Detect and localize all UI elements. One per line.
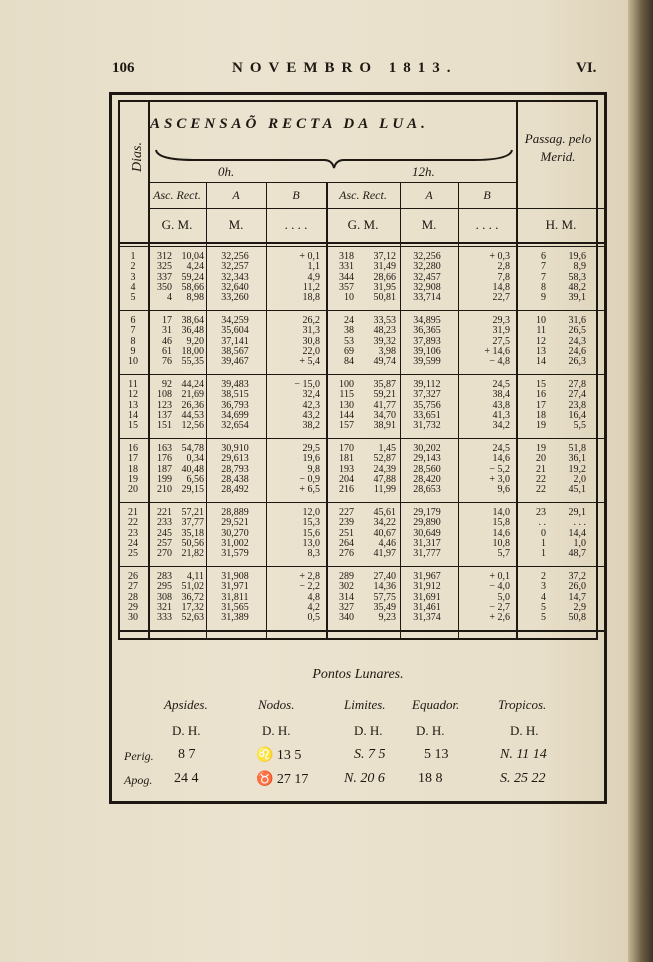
- ephemeris-table: [118, 100, 598, 640]
- divider: [120, 630, 606, 632]
- a-12-header: A: [425, 188, 433, 202]
- block-2-b1: 29,3 31,9 27,5 + 14,6 − 4,8: [484, 315, 510, 368]
- block-3-pm: 27,8 27,4 23,8 16,4 5,5: [568, 379, 586, 432]
- block-6-b1: + 0,1 − 4,0 5,0 − 2,7 + 2,6: [489, 571, 510, 624]
- block-2-g0: 17 31 46 61 76: [162, 315, 172, 368]
- block-5-m0: 57,21 37,77 35,18 50,56 21,82: [181, 507, 204, 560]
- divider: [148, 208, 606, 209]
- unit-gm-0: G. M.: [161, 217, 193, 232]
- block-3-m1: 35,87 59,21 41,77 34,70 38,91: [373, 379, 396, 432]
- page-number: 106: [112, 60, 135, 76]
- block-6-g1: 289 302 314 327 340: [339, 571, 354, 624]
- block-3-a0: 39,483 38,515 36,793 34,699 32,654: [221, 379, 249, 432]
- block-2-a1: 34,895 36,365 37,893 39,106 39,599: [413, 315, 441, 368]
- block-4-b1: 24,5 14,6 − 5,2 + 3,0 9,6: [489, 443, 510, 496]
- nodos-value: ♌ 13 5: [256, 748, 302, 763]
- block-3-m0: 44,24 21,69 26,36 44,53 12,56: [181, 379, 204, 432]
- page-title: NOVEMBRO 1813.: [232, 60, 458, 76]
- block-1-g0: 312 325 337 350 4: [157, 251, 172, 304]
- limites-value: S. 7 5: [354, 747, 386, 762]
- table-title: ASCENSAÕ RECTA DA LUA.: [150, 116, 429, 132]
- divider: [458, 182, 459, 638]
- dh-label: D. H.: [416, 723, 445, 738]
- hour-12-label: 12h.: [412, 164, 435, 179]
- b-0-header: B: [292, 188, 300, 202]
- block-1-m1: 37,12 31,49 28,66 31,95 50,81: [373, 251, 396, 304]
- unit-dots-0: . . . .: [284, 217, 308, 232]
- unit-m-12: M.: [421, 217, 437, 232]
- divider: [120, 242, 606, 244]
- tropicos-header: Tropicos.: [498, 697, 547, 712]
- divider: [206, 182, 207, 638]
- dh-label: D. H.: [262, 723, 291, 738]
- block-3-ph: 15 16 17 18 19: [536, 379, 546, 432]
- unit-gm-12: G. M.: [347, 217, 379, 232]
- a-0-header: A: [232, 188, 240, 202]
- block-3-days: 11 12 13 14 15: [128, 379, 138, 432]
- block-4-m1: 1,45 52,87 24,39 47,88 11,99: [373, 443, 396, 496]
- block-2-pm: 31,6 26,5 24,3 24,6 26,3: [568, 315, 586, 368]
- equador-header: Equador.: [412, 697, 460, 712]
- block-6-a1: 31,967 31,912 31,691 31,461 31,374: [413, 571, 441, 624]
- block-5-g1: 227 239 251 264 276: [339, 507, 354, 560]
- block-1-pm: 19,6 8,9 58,3 48,2 39,1: [568, 251, 586, 304]
- dias-label: Dias.: [130, 142, 145, 172]
- apsides-value: 8 7: [178, 747, 196, 762]
- b-12-header: B: [483, 188, 491, 202]
- block-4-g1: 170 181 193 204 216: [339, 443, 354, 496]
- limites-value: N. 20 6: [344, 771, 385, 786]
- block-6-days: 26 27 28 29 30: [128, 571, 138, 624]
- asc-rect-12-header: Asc. Rect.: [339, 188, 387, 202]
- block-1-b1: + 0,3 2,8 7,8 14,8 22,7: [489, 251, 510, 304]
- block-6-pm: 37,2 26,0 14,7 2,9 50,8: [568, 571, 586, 624]
- block-2-g1: 24 38 53 69 84: [344, 315, 354, 368]
- block-2-m1: 33,53 48,23 39,32 3,98 49,74: [373, 315, 396, 368]
- tropicos-value: S. 25 22: [500, 771, 546, 786]
- block-2-ph: 10 11 12 13 14: [536, 315, 546, 368]
- block-3-b1: 24,5 38,4 43,8 41,3 34,2: [492, 379, 510, 432]
- block-5-b0: 12,0 15,3 15,6 13,0 8,3: [302, 507, 320, 560]
- block-5-days: 21 22 23 24 25: [128, 507, 138, 560]
- apogee-row: [112, 771, 604, 793]
- block-2-days: 6 7 8 9 10: [128, 315, 138, 368]
- block-5-pm: 29,1 . . . 14,4 1,0 48,7: [568, 507, 586, 560]
- block-5-b1: 14,0 15,8 14,6 10,8 5,7: [492, 507, 510, 560]
- dh-label: D. H.: [354, 723, 383, 738]
- asc-rect-0-header: Asc. Rect.: [153, 188, 201, 202]
- block-4-pm: 51,8 36,1 19,2 2,0 45,1: [568, 443, 586, 496]
- block-4-g0: 163 176 187 199 210: [157, 443, 172, 496]
- block-6-b0: + 2,8 − 2,2 4,8 4,2 0,5: [299, 571, 320, 624]
- block-1-ph: 6 7 7 8 9: [541, 251, 546, 304]
- block-1-days: 1 2 3 4 5: [130, 251, 136, 304]
- block-3-b0: − 15,0 32,4 42,3 43,2 38,2: [294, 379, 320, 432]
- block-1-g1: 318 331 344 357 10: [339, 251, 354, 304]
- block-4-days: 16 17 18 19 20: [128, 443, 138, 496]
- row-label: Perig.: [124, 749, 154, 763]
- block-3-g1: 100 115 130 144 157: [339, 379, 354, 432]
- table-frame: [109, 92, 607, 804]
- block-2-m0: 38,64 36,48 9,20 18,00 55,35: [181, 315, 204, 368]
- passag-label: Passag. pelo Merid.: [524, 131, 592, 164]
- block-4-a1: 30,202 29,143 28,560 28,420 28,653: [413, 443, 441, 496]
- block-6-a0: 31,908 31,971 31,811 31,565 31,389: [221, 571, 249, 624]
- apsides-value: 24 4: [174, 771, 199, 786]
- block-1-m0: 10,04 4,24 59,24 58,66 8,98: [181, 251, 204, 304]
- block-4-ph: 19 20 21 22 22: [536, 443, 546, 496]
- lunar-title: Pontos Lunares.: [312, 667, 404, 682]
- nodos-header: Nodos.: [258, 697, 295, 712]
- block-5-ph: 23 . . 0 1 1: [536, 507, 546, 560]
- block-4-m0: 54,78 0,34 40,48 6,56 29,15: [181, 443, 204, 496]
- block-2-a0: 34,259 35,604 37,141 38,567 39,467: [221, 315, 249, 368]
- divider: [120, 566, 606, 567]
- block-6-m0: 4,11 51,02 36,72 17,32 52,63: [181, 571, 204, 624]
- dh-label: D. H.: [172, 723, 201, 738]
- block-1-a0: 32,256 32,257 32,343 32,640 33,260: [221, 251, 249, 304]
- brace-ornament: [154, 146, 514, 170]
- book-spine: [628, 0, 653, 962]
- block-2-b0: 26,2 31,3 30,8 22,0 + 5,4: [299, 315, 320, 368]
- divider: [120, 438, 606, 439]
- divider: [400, 182, 401, 638]
- block-5-a0: 28,889 29,521 30,270 31,002 31,579: [221, 507, 249, 560]
- block-3-g0: 92 108 123 137 151: [157, 379, 172, 432]
- divider: [120, 246, 606, 247]
- block-3-a1: 39,112 37,327 35,756 33,651 31,732: [413, 379, 441, 432]
- block-6-m1: 27,40 14,36 57,75 35,49 9,23: [373, 571, 396, 624]
- unit-m-0: M.: [228, 217, 244, 232]
- block-6-g0: 283 295 308 321 333: [157, 571, 172, 624]
- apsides-header: Apsides.: [164, 697, 208, 712]
- block-1-a1: 32,256 32,280 32,457 32,908 33,714: [413, 251, 441, 304]
- equador-value: 5 13: [424, 747, 449, 762]
- unit-hm: H. M.: [545, 217, 577, 232]
- nodos-value: ♉ 27 17: [256, 772, 309, 787]
- row-label: Apog.: [124, 773, 153, 787]
- divider: [148, 182, 516, 183]
- block-5-m1: 45,61 34,22 40,67 4,46 41,97: [373, 507, 396, 560]
- block-4-b0: 29,5 19,6 9,8 − 0,9 + 6,5: [299, 443, 320, 496]
- limites-header: Limites.: [344, 697, 386, 712]
- perigee-row: [112, 747, 604, 769]
- dh-label: D. H.: [510, 723, 539, 738]
- divider: [120, 374, 606, 375]
- unit-dots-12: . . . .: [475, 217, 499, 232]
- block-5-g0: 221 233 245 257 270: [157, 507, 172, 560]
- equador-value: 18 8: [418, 771, 443, 786]
- divider: [266, 182, 267, 638]
- block-6-ph: 2 3 4 5 5: [541, 571, 546, 624]
- block-1-b0: + 0,1 1,1 4,9 11,2 18,8: [299, 251, 320, 304]
- tropicos-value: N. 11 14: [500, 747, 547, 762]
- block-5-a1: 29,179 29,890 30,649 31,317 31,777: [413, 507, 441, 560]
- divider: [120, 502, 606, 503]
- divider: [120, 310, 606, 311]
- hour-0-label: 0h.: [218, 164, 235, 179]
- block-4-a0: 30,910 29,613 28,793 28,438 28,492: [221, 443, 249, 496]
- section-number: VI.: [576, 60, 597, 76]
